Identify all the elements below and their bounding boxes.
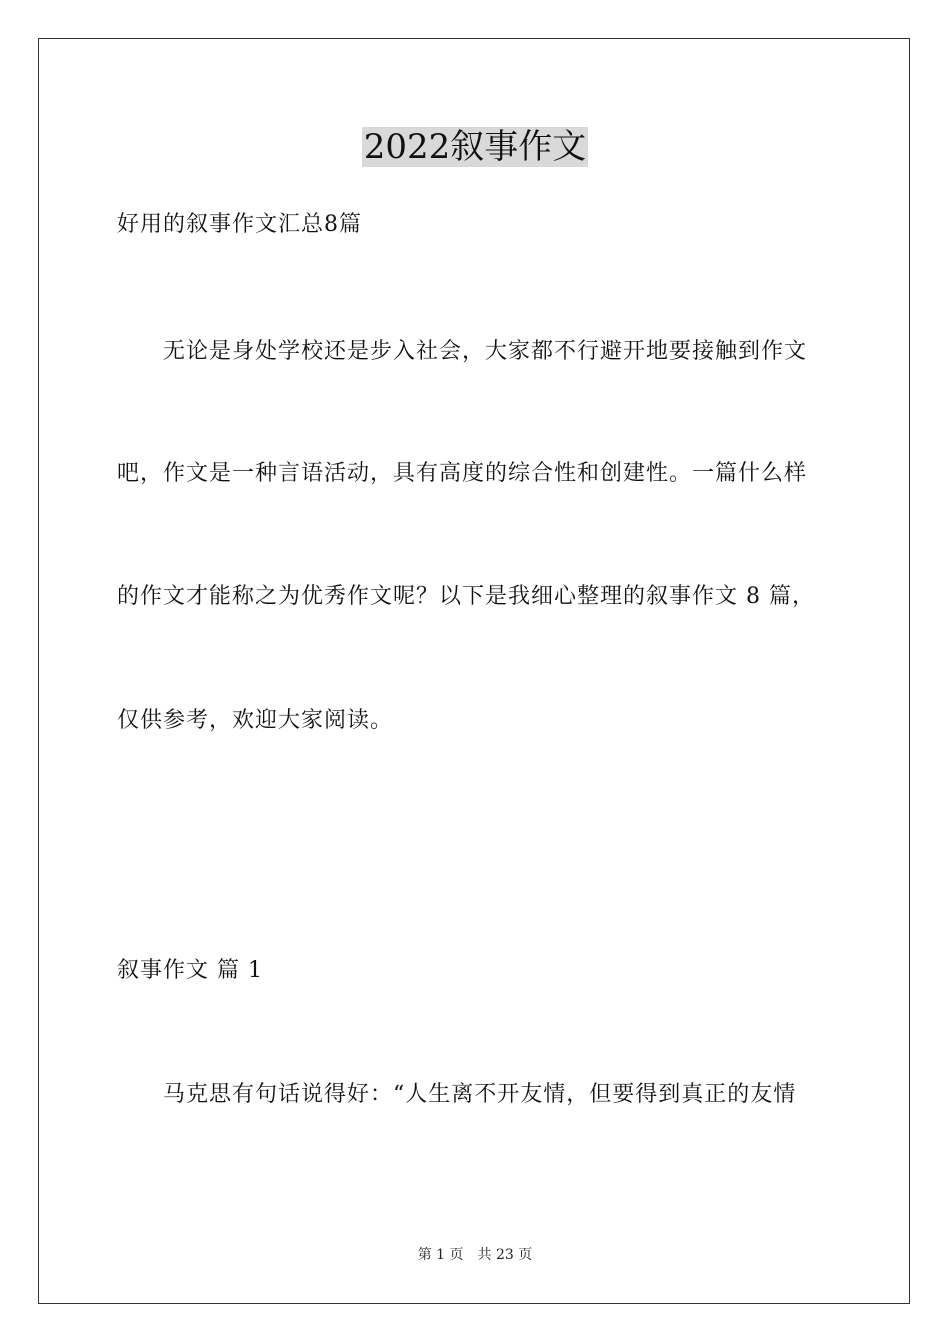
section-heading: 叙事作文 篇 1	[117, 958, 263, 983]
intro-line-2: 吧，作文是一种言语活动，具有高度的综合性和创建性。一篇什么样	[117, 461, 808, 486]
intro-line-3: 的作文才能称之为优秀作文呢？以下是我细心整理的叙事作文 8 篇，	[117, 584, 815, 609]
document-title-text: 2022叙事作文	[363, 127, 587, 167]
document-title	[0, 124, 950, 170]
page-number: 第 1 页	[417, 1247, 464, 1263]
section-first-line: 马克思有句话说得好：“人生离不开友情，但要得到真正的友情	[163, 1082, 797, 1107]
page-total: 共 23 页	[477, 1247, 533, 1263]
document-subtitle: 好用的叙事作文汇总8篇	[117, 212, 362, 237]
intro-line-4: 仅供参考，欢迎大家阅读。	[117, 708, 394, 733]
intro-line-1: 无论是身处学校还是步入社会，大家都不行避开地要接触到作文	[163, 339, 808, 364]
page-footer	[0, 1245, 950, 1265]
